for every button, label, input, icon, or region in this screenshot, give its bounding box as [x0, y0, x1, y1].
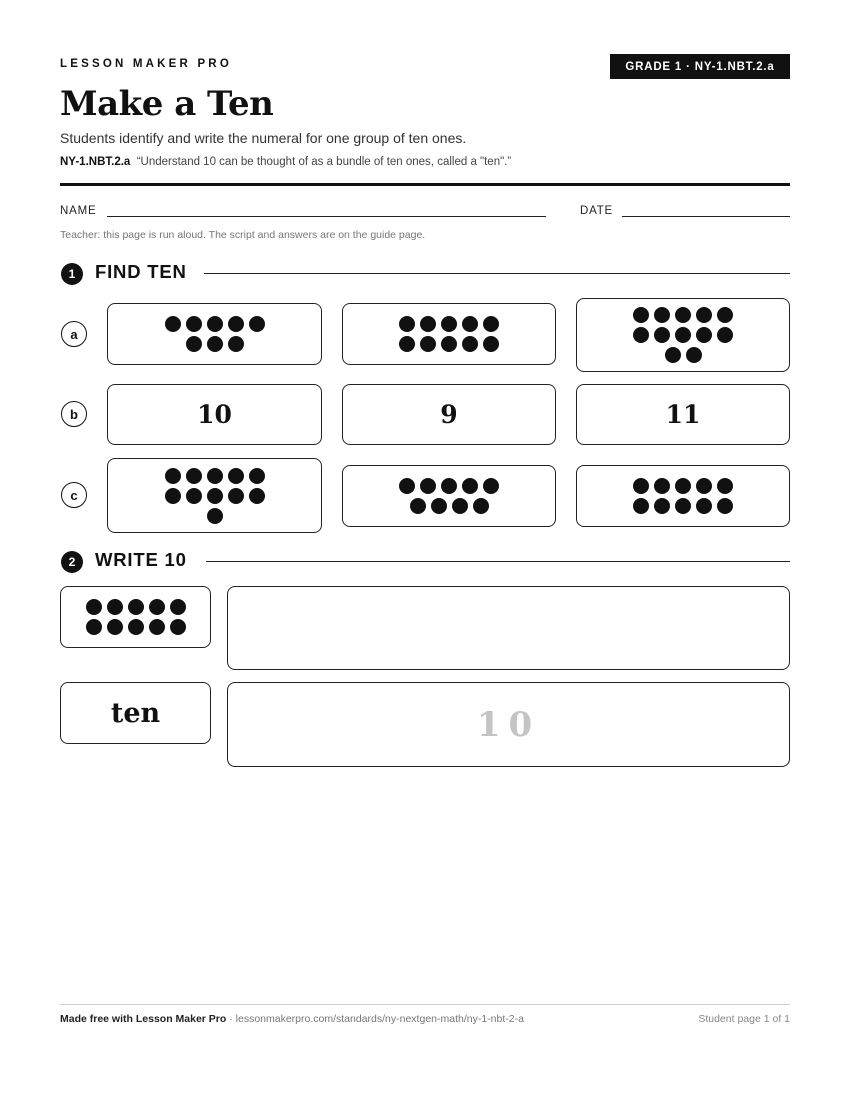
counter-dot [128, 599, 144, 615]
answer-card-b1[interactable] [107, 384, 322, 445]
section-1-number: 1 [61, 263, 83, 285]
counter-dot [249, 316, 265, 332]
footer-credit [60, 1013, 524, 1025]
counter-dot [86, 619, 102, 635]
page-subtitle: Students identify and write the numeral for one group of ten ones. [60, 130, 467, 146]
dot-group [399, 316, 499, 352]
counter-dot [633, 478, 649, 494]
grade-standard-badge: GRADE 1 · NY-1.NBT.2.a [610, 54, 790, 79]
counter-dot [633, 327, 649, 343]
dot-row [665, 347, 702, 363]
counter-dot [696, 327, 712, 343]
answer-card-a3[interactable] [576, 298, 790, 372]
counter-dot [228, 468, 244, 484]
dot-row [399, 478, 499, 494]
footer-made-with: Made free with Lesson Maker Pro [60, 1013, 227, 1025]
ten-dots-card [60, 586, 211, 648]
trace-box[interactable] [227, 682, 790, 767]
write-box[interactable] [227, 586, 790, 670]
dot-row [165, 316, 265, 332]
counter-dot [186, 488, 202, 504]
answer-card-a1[interactable] [107, 303, 322, 365]
counter-dot [431, 498, 447, 514]
counter-dot [165, 488, 181, 504]
numeral: 10 [197, 400, 232, 429]
counter-dot [207, 316, 223, 332]
counter-dot [228, 336, 244, 352]
standard-quote: “Understand 10 can be thought of as a bundle of ten ones, called a "ten".” [136, 156, 512, 168]
counter-dot [149, 619, 165, 635]
counter-dot [207, 336, 223, 352]
counter-dot [420, 336, 436, 352]
header-divider [60, 183, 790, 186]
name-label: NAME [60, 205, 97, 217]
section-2-number: 2 [61, 551, 83, 573]
dot-row [633, 327, 733, 343]
counter-dot [410, 498, 426, 514]
dot-group [633, 478, 733, 514]
counter-dot [686, 347, 702, 363]
section-1-title: FIND TEN [95, 261, 187, 282]
counter-dot [149, 599, 165, 615]
footer-url[interactable]: · lessonmakerpro.com/standards/ny-nextgen-math/ny-1-nbt-2-a [226, 1013, 524, 1025]
counter-dot [207, 508, 223, 524]
counter-dot [654, 307, 670, 323]
section-2-title: WRITE 10 [95, 549, 187, 570]
trace-numeral: 10 [476, 705, 541, 745]
dot-row [399, 316, 499, 332]
counter-dot [128, 619, 144, 635]
answer-card-b2[interactable] [342, 384, 556, 445]
counter-dot [717, 327, 733, 343]
counter-dot [228, 488, 244, 504]
dot-group [165, 316, 265, 352]
dot-row [186, 336, 244, 352]
date-field[interactable] [622, 216, 790, 217]
counter-dot [207, 468, 223, 484]
counter-dot [420, 478, 436, 494]
counter-dot [483, 478, 499, 494]
counter-dot [107, 619, 123, 635]
section-2-rule [206, 561, 790, 562]
counter-dot [675, 478, 691, 494]
counter-dot [717, 478, 733, 494]
counter-dot [186, 316, 202, 332]
row-c-label: c [61, 482, 87, 508]
dot-group [86, 599, 186, 635]
counter-dot [654, 327, 670, 343]
dot-row [86, 599, 186, 615]
footer-page-number: Student page 1 of 1 [698, 1013, 790, 1025]
answer-card-a2[interactable] [342, 303, 556, 365]
counter-dot [249, 488, 265, 504]
dot-row [207, 508, 223, 524]
counter-dot [420, 316, 436, 332]
counter-dot [170, 619, 186, 635]
counter-dot [165, 316, 181, 332]
date-label: DATE [580, 205, 614, 217]
numeral: 11 [665, 400, 701, 429]
section-1-rule [204, 273, 790, 274]
row-a-label: a [61, 321, 87, 347]
answer-card-b3[interactable] [576, 384, 790, 445]
counter-dot [462, 478, 478, 494]
dot-row [399, 336, 499, 352]
brand-name: LESSON MAKER PRO [60, 58, 232, 70]
counter-dot [86, 599, 102, 615]
footer-divider [60, 1004, 790, 1005]
dot-row [165, 488, 265, 504]
counter-dot [170, 599, 186, 615]
counter-dot [665, 347, 681, 363]
counter-dot [633, 307, 649, 323]
counter-dot [696, 478, 712, 494]
counter-dot [441, 316, 457, 332]
dot-group [165, 468, 265, 524]
counter-dot [675, 307, 691, 323]
dot-row [165, 468, 265, 484]
dot-group [633, 307, 733, 363]
dot-row [633, 478, 733, 494]
name-field[interactable] [107, 216, 546, 217]
answer-card-c1[interactable] [107, 458, 322, 533]
counter-dot [399, 478, 415, 494]
counter-dot [675, 498, 691, 514]
standard-code: NY-1.NBT.2.a [60, 156, 131, 168]
counter-dot [452, 498, 468, 514]
answer-card-c2[interactable] [342, 465, 556, 527]
counter-dot [399, 336, 415, 352]
counter-dot [165, 468, 181, 484]
counter-dot [399, 316, 415, 332]
counter-dot [696, 498, 712, 514]
dot-group [399, 478, 499, 514]
page-title: Make a Ten [60, 84, 274, 124]
ten-word-card [60, 682, 211, 744]
counter-dot [462, 316, 478, 332]
dot-row [86, 619, 186, 635]
answer-card-c3[interactable] [576, 465, 790, 527]
counter-dot [107, 599, 123, 615]
counter-dot [207, 488, 223, 504]
counter-dot [186, 336, 202, 352]
counter-dot [462, 336, 478, 352]
dot-row [410, 498, 489, 514]
counter-dot [249, 468, 265, 484]
counter-dot [675, 327, 691, 343]
counter-dot [483, 316, 499, 332]
counter-dot [633, 498, 649, 514]
counter-dot [696, 307, 712, 323]
counter-dot [654, 498, 670, 514]
teacher-note: Teacher: this page is run aloud. The script and answers are on the guide page. [60, 229, 426, 241]
counter-dot [717, 498, 733, 514]
counter-dot [483, 336, 499, 352]
number-word: ten [110, 697, 161, 729]
numeral: 9 [440, 400, 458, 429]
counter-dot [654, 478, 670, 494]
counter-dot [186, 468, 202, 484]
counter-dot [717, 307, 733, 323]
dot-row [633, 498, 733, 514]
counter-dot [473, 498, 489, 514]
counter-dot [441, 336, 457, 352]
standard-line [60, 156, 511, 168]
row-b-label: b [61, 401, 87, 427]
counter-dot [228, 316, 244, 332]
counter-dot [441, 478, 457, 494]
dot-row [633, 307, 733, 323]
